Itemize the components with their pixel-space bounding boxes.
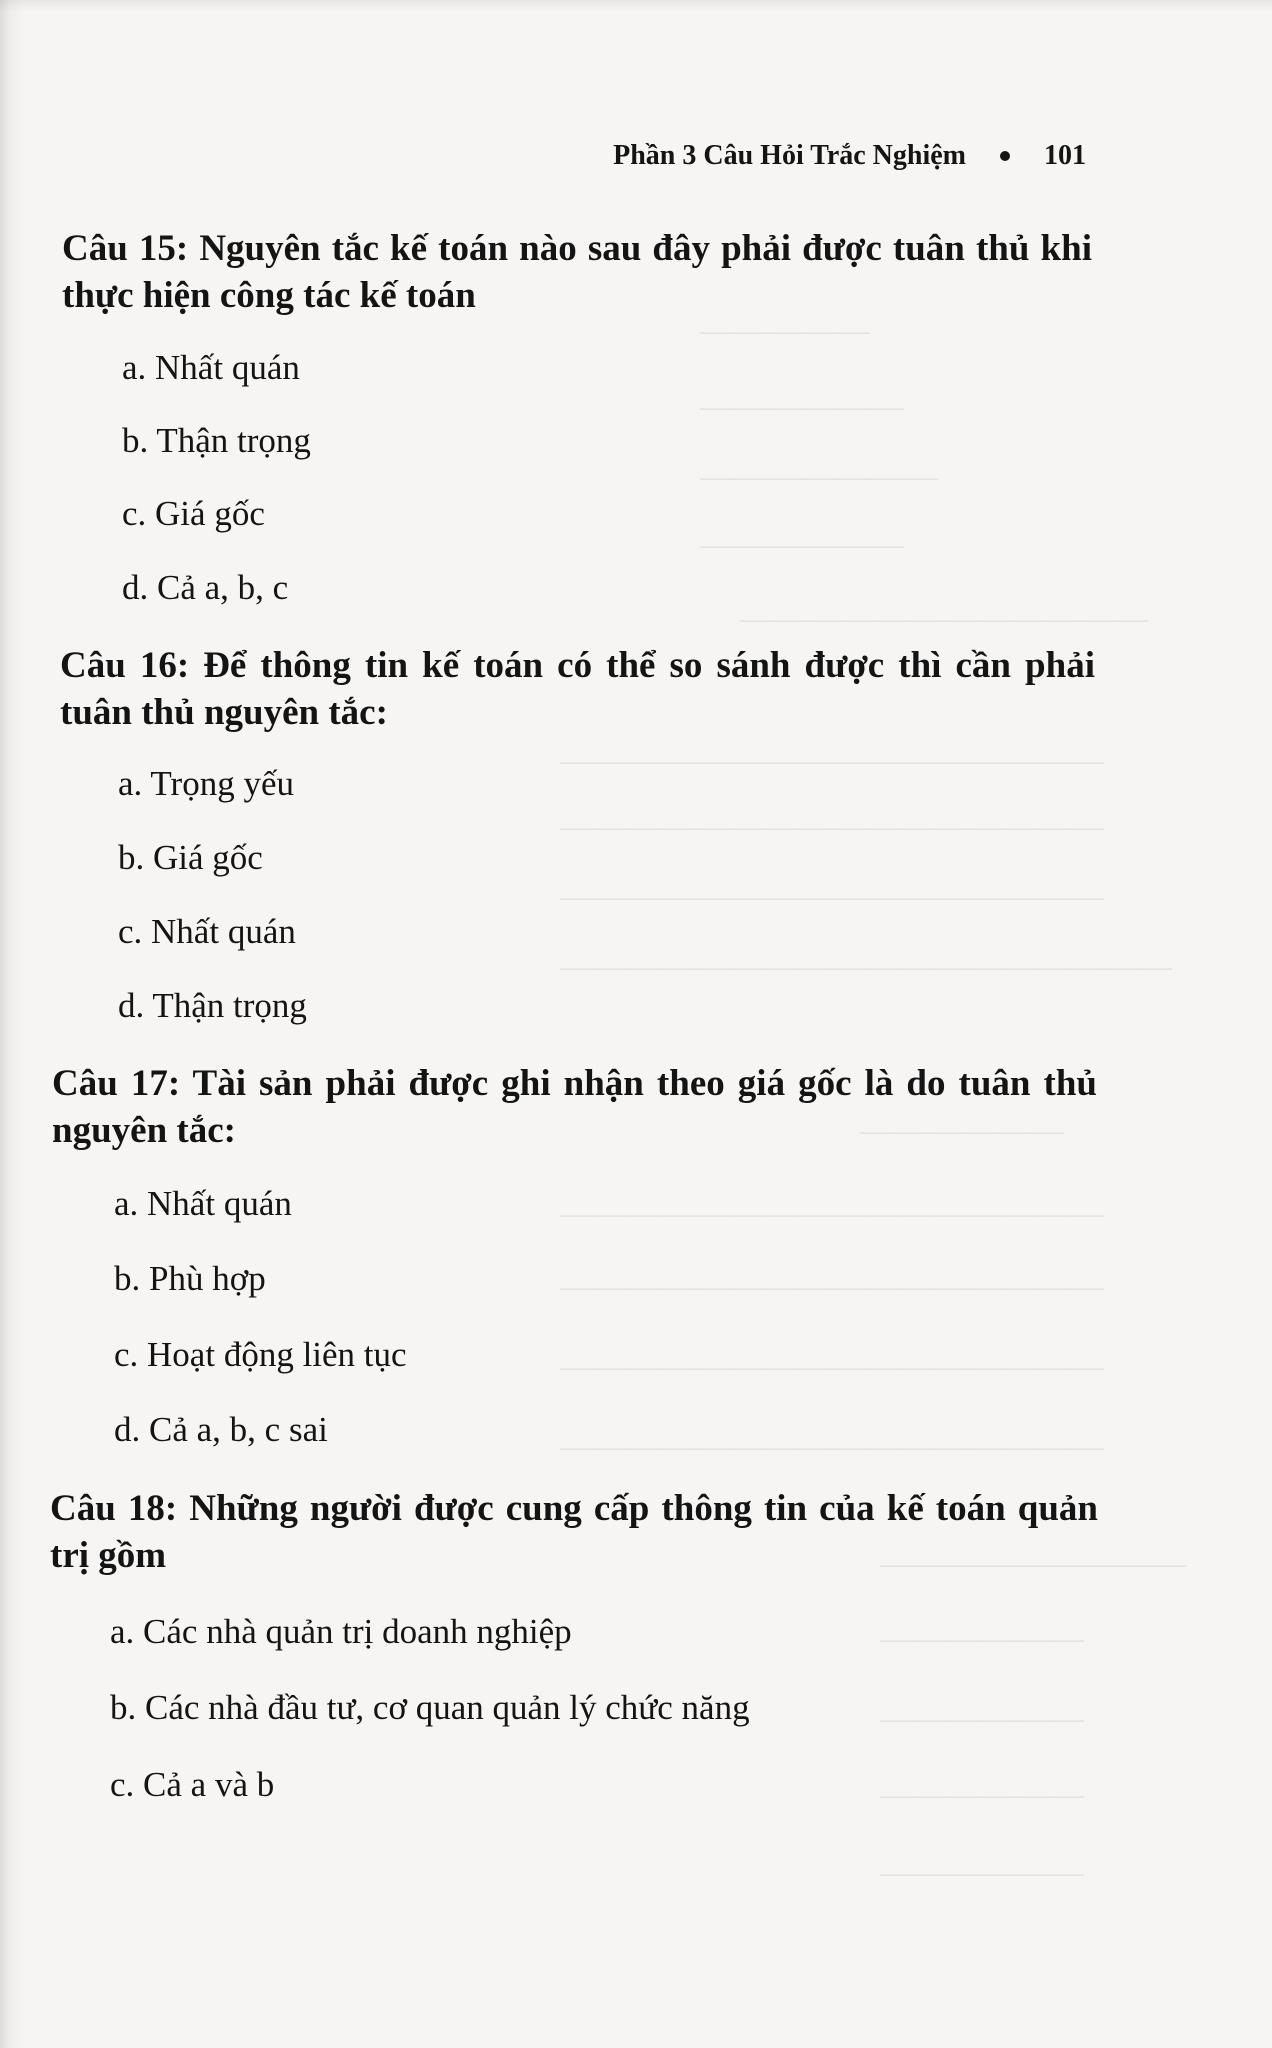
question-17-option-d: d. Cả a, b, c sai (114, 1410, 328, 1449)
question-15-option-b: b. Thận trọng (122, 421, 311, 460)
question-18-option-c: c. Cả a và b (110, 1765, 275, 1804)
question-17-title: Câu 17: Tài sản phải được ghi nhận theo giá gốc là do tuân thủ nguyên tắc: (52, 1063, 1097, 1151)
question-16-option-d: d. Thận trọng (118, 986, 307, 1025)
question-15-title: Câu 15: Nguyên tắc kế toán nào sau đây phải được tuân thủ khi thực hiện công tác kế toán (62, 228, 1092, 316)
question-16-option-a: a. Trọng yếu (118, 764, 294, 803)
question-15-option-d: d. Cả a, b, c (122, 568, 289, 607)
question-15-option-a: a. Nhất quán (122, 348, 300, 387)
question-15-option-c: c. Giá gốc (122, 494, 265, 533)
question-18-option-b: b. Các nhà đầu tư, cơ quan quản lý chức năng (110, 1688, 750, 1727)
section-title: Phần 3 Câu Hỏi Trắc Nghiệm (613, 140, 966, 171)
question-17-option-b: b. Phù hợp (114, 1259, 266, 1298)
question-18-title: Câu 18: Những người được cung cấp thông tin của kế toán quản trị gồm (50, 1488, 1098, 1576)
question-16-title: Câu 16: Để thông tin kế toán có thể so sánh được thì cần phải tuân thủ nguyên tắc: (60, 645, 1095, 733)
question-17-option-a: a. Nhất quán (114, 1184, 292, 1223)
question-17-option-c: c. Hoạt động liên tục (114, 1335, 407, 1374)
page-number: 101 (1044, 140, 1086, 171)
bullet-icon (1000, 151, 1010, 161)
question-16-option-c: c. Nhất quán (118, 912, 296, 951)
question-18-option-a: a. Các nhà quản trị doanh nghiệp (110, 1612, 572, 1651)
question-16-option-b: b. Giá gốc (118, 838, 263, 877)
show-through-text: ————— —————— ——————— —————— ———————————— ———————————————— ———————————————— ———————————————— —————————————————— —————— ———————————————— ———————————————— ———————————————— ———————————————— ————————— —————— —————— —————— —————— (560, 312, 1186, 1891)
running-header (613, 140, 1086, 172)
